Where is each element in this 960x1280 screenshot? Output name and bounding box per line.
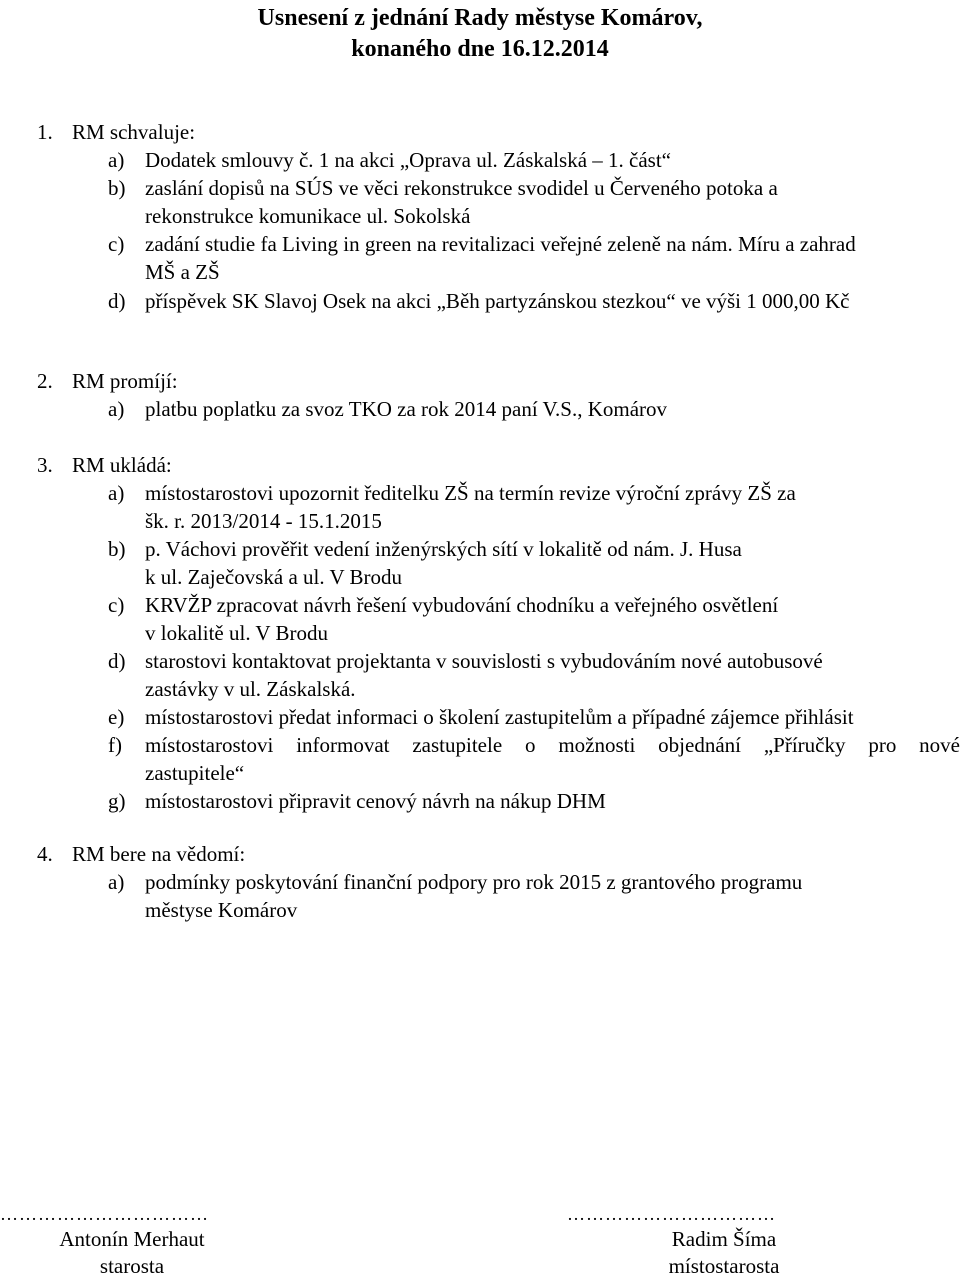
section-2-label: RM promíjí: bbox=[72, 369, 178, 393]
item-f-word: o bbox=[524, 733, 536, 757]
section-3-number: 3. bbox=[37, 453, 53, 477]
section-1-label: RM schvaluje: bbox=[72, 120, 196, 144]
section-3-item-g-letter: g) bbox=[108, 789, 126, 813]
section-1-item-a-text: Dodatek smlouvy č. 1 na akci „Oprava ul. Záskalská – 1. část“ bbox=[145, 148, 671, 172]
item-f-word: zastupitele bbox=[412, 733, 503, 757]
section-4-item-a-letter: a) bbox=[108, 870, 125, 894]
section-3-item-g-text: místostarostovi připravit cenový návrh na nákup DHM bbox=[145, 789, 606, 813]
item-f-word: místostarostovi bbox=[145, 733, 274, 757]
signature-line-starosta: …………………………… bbox=[0, 1204, 209, 1224]
section-1-item-c-letter: c) bbox=[108, 232, 125, 256]
section-4-label: RM bere na vědomí: bbox=[72, 842, 246, 866]
section-3-item-c-text: KRVŽP zpracovat návrh řešení vybudování chodníku a veřejného osvětlení bbox=[145, 593, 779, 617]
section-3-item-b-text-cont: k ul. Zaječovská a ul. V Brodu bbox=[145, 565, 403, 589]
section-3-item-a-letter: a) bbox=[108, 481, 125, 505]
section-3-item-f-text-cont: zastupitele“ bbox=[145, 761, 245, 785]
section-3-item-f-text bbox=[145, 731, 960, 759]
section-1-item-c-text: zadání studie fa Living in green na revitalizaci veřejné zeleně na nám. Míru a zahrad bbox=[145, 232, 856, 256]
section-1-item-b-text-cont: rekonstrukce komunikace ul. Sokolská bbox=[145, 204, 471, 228]
document-title-line2: konaného dne 16.12.2014 bbox=[351, 36, 609, 62]
section-2-item-a-text: platbu poplatku za svoz TKO za rok 2014 paní V.S., Komárov bbox=[145, 397, 668, 421]
item-f-word: pro bbox=[868, 733, 897, 757]
item-f-word: objednání bbox=[658, 733, 741, 757]
section-1-item-d-letter: d) bbox=[108, 289, 126, 313]
signature-role-starosta: starosta bbox=[99, 1254, 165, 1278]
section-3-item-b-text: p. Váchovi prověřit vedení inženýrských sítí v lokalitě od nám. J. Husa bbox=[145, 537, 742, 561]
section-3-item-e-letter: e) bbox=[108, 705, 125, 729]
signature-line-mistostarosta: …………………………… bbox=[567, 1204, 776, 1224]
document-title-line1: Usnesení z jednání Rady městyse Komárov, bbox=[257, 5, 703, 31]
item-f-word: nové bbox=[919, 733, 960, 757]
section-3-item-a-text: místostarostovi upozornit ředitelku ZŠ na termín revize výroční zprávy ZŠ za bbox=[145, 481, 796, 505]
signature-role-mistostarosta: místostarosta bbox=[668, 1254, 780, 1278]
section-1-item-b-letter: b) bbox=[108, 176, 126, 200]
section-3-item-c-text-cont: v lokalitě ul. V Brodu bbox=[145, 621, 328, 645]
section-1-item-a-letter: a) bbox=[108, 148, 125, 172]
section-1-number: 1. bbox=[37, 120, 53, 144]
section-3-item-c-letter: c) bbox=[108, 593, 125, 617]
section-4-item-a-text-cont: městyse Komárov bbox=[145, 898, 298, 922]
item-f-word: možnosti bbox=[558, 733, 636, 757]
section-2-item-a-letter: a) bbox=[108, 397, 125, 421]
section-3-item-b-letter: b) bbox=[108, 537, 126, 561]
section-3-item-d-text: starostovi kontaktovat projektanta v souvislosti s vybudováním nové autobusové bbox=[145, 649, 823, 673]
item-f-word: „Příručky bbox=[763, 733, 846, 757]
section-4-item-a-text: podmínky poskytování finanční podpory pro rok 2015 z grantového programu bbox=[145, 870, 803, 894]
item-f-word: informovat bbox=[296, 733, 390, 757]
signature-name-mistostarosta: Radim Šíma bbox=[671, 1227, 777, 1251]
section-3-item-a-text-cont: šk. r. 2013/2014 - 15.1.2015 bbox=[145, 509, 382, 533]
section-3-item-f-letter: f) bbox=[108, 733, 122, 757]
section-2-number: 2. bbox=[37, 369, 53, 393]
section-3-label: RM ukládá: bbox=[72, 453, 172, 477]
section-1-item-c-text-cont: MŠ a ZŠ bbox=[145, 260, 220, 284]
section-3-item-d-text-cont: zastávky v ul. Záskalská. bbox=[145, 677, 356, 701]
section-3-item-d-letter: d) bbox=[108, 649, 126, 673]
section-1-item-b-text: zaslání dopisů na SÚS ve věci rekonstrukce svodidel u Červeného potoka a bbox=[145, 176, 778, 200]
section-4-number: 4. bbox=[37, 842, 53, 866]
signature-name-starosta: Antonín Merhaut bbox=[59, 1227, 205, 1251]
section-1-item-d-text: příspěvek SK Slavoj Osek na akci „Běh partyzánskou stezkou“ ve výši 1 000,00 Kč bbox=[145, 289, 850, 313]
section-3-item-e-text: místostarostovi předat informaci o školení zastupitelům a případné zájemce přihlásit bbox=[145, 705, 854, 729]
